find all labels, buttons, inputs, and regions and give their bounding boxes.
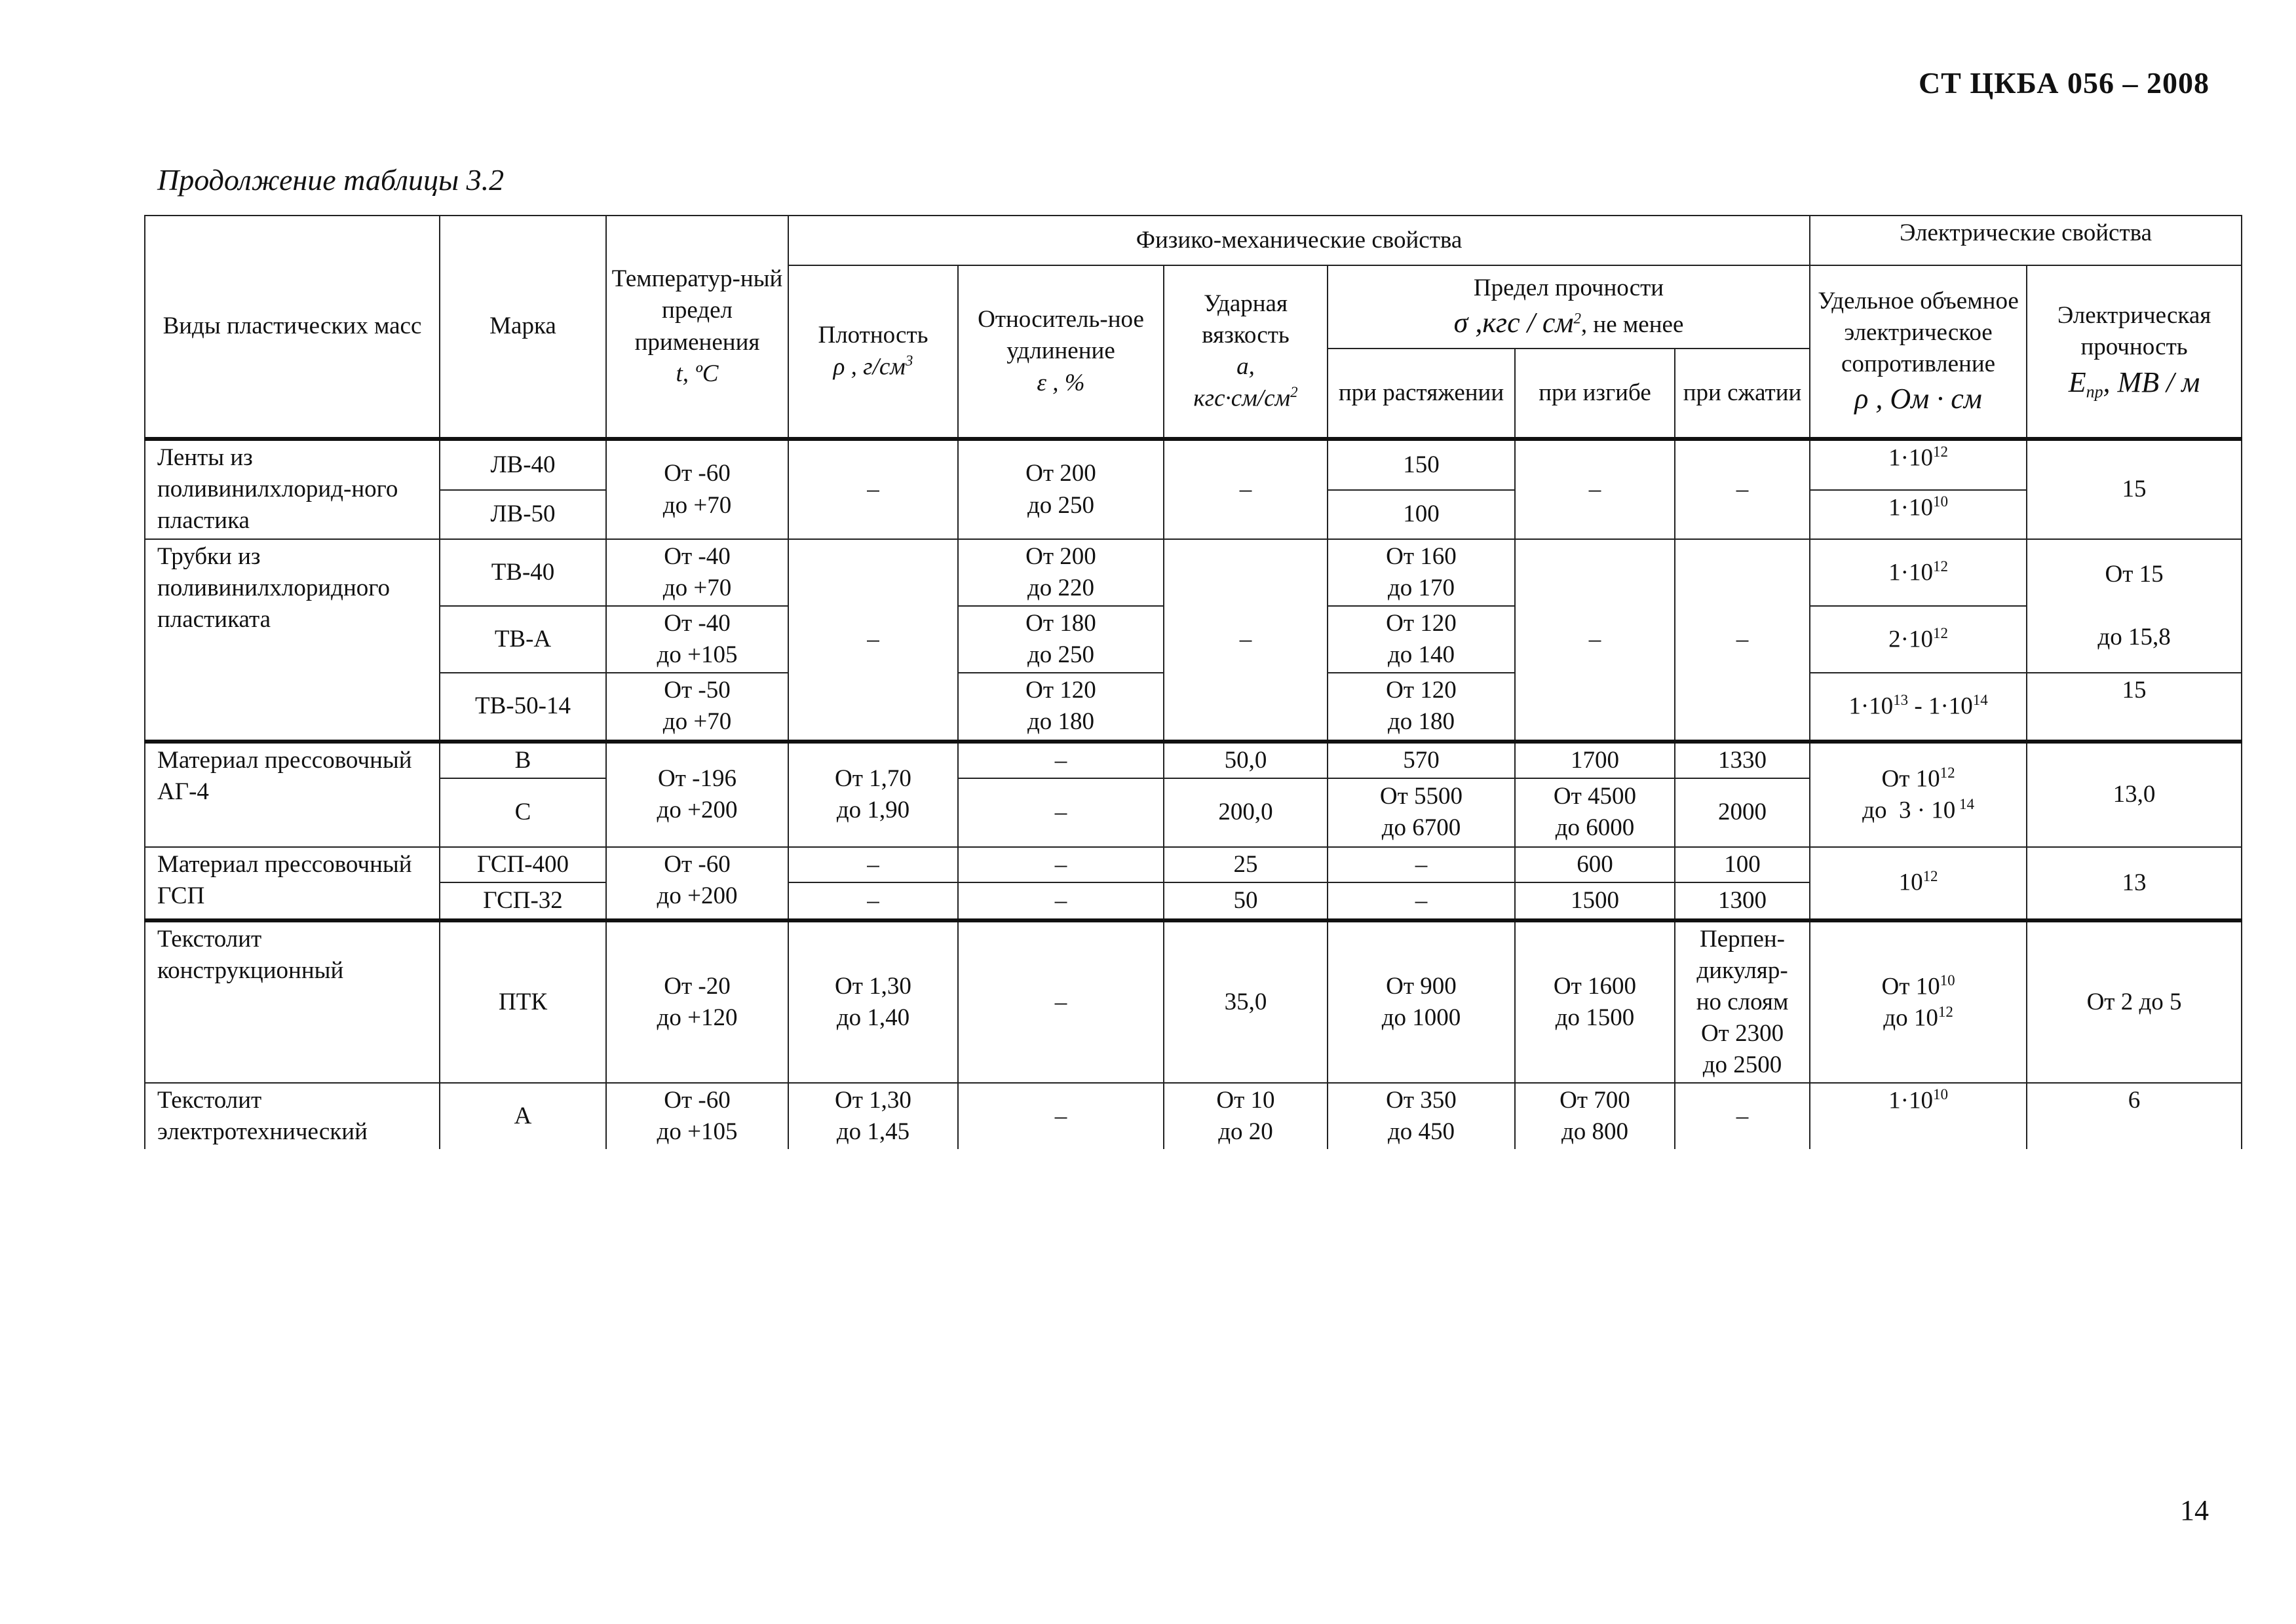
table-row: Текстолит электротехнический А От -60 до +105 От 1,30 до 1,45 – От 10 до 20 От 350 до 450 От 700 до 800 – $1\cdot 10^{10}$ 6 [145, 1083, 2242, 1149]
row-type: Материал прессовочный ГСП [145, 847, 440, 920]
row-mark: ЛВ-40 [440, 439, 606, 490]
table-row: Трубки из поливинилхлоридного пластиката ТВ-40 От -40 до +70 – От 200 до 220 – От 160 до 170 – – $1\cdot 10^{12}$ От 15 до 15,8 [145, 539, 2242, 606]
table-row: ГСП-32 – – 50 – 1500 1300 [145, 882, 2242, 920]
row-mark: ТВ-А [440, 606, 606, 673]
row-mark: А [440, 1083, 606, 1149]
table-row: Текстолит конструкционный ПТК От -20 до +120 От 1,30 до 1,40 – 35,0 От 900 до 1000 От 1600 до 1500 Перпен- дикуляр- но слоям От 2300 до 2500 От $10^{10}$ до $10^{12}$ От 2 до 5 [145, 920, 2242, 1083]
header-impact: Ударная вязкость а, $кгс\cdot см/см^2$ [1164, 265, 1328, 439]
row-type: Текстолит электротехнический [145, 1083, 440, 1149]
header-elec-group: Электрические свойства [1810, 216, 2242, 265]
header-tension: при растяжении [1328, 349, 1515, 439]
table-row: Материал прессовочный ГСП ГСП-400 От -60 до +200 – – 25 – 600 100 $10^{12}$ 13 [145, 847, 2242, 882]
table-caption: Продолжение таблицы 3.2 [157, 163, 505, 197]
header-phys-group: Физико-механические свойства [788, 216, 1810, 265]
properties-table [144, 215, 2242, 1149]
table-row: ЛВ-50 100 $1\cdot 10^{10}$ [145, 490, 2242, 539]
row-mark: ТВ-40 [440, 539, 606, 606]
table-row: Ленты из поливинилхлорид-ного пластика ЛВ-40 От -60 до +70 – От 200 до 250 – 150 – – $1\cdot 10^{12}$ 15 [145, 439, 2242, 490]
row-mark: ТВ-50-14 [440, 673, 606, 741]
row-mark: ЛВ-50 [440, 490, 606, 539]
row-type: Трубки из поливинилхлоридного пластиката [145, 539, 440, 742]
header-temp: Температур-ный предел применения t, ºC [606, 216, 788, 439]
row-mark: ПТК [440, 920, 606, 1083]
table-row: Материал прессовочный АГ-4 В От -196 до +200 От 1,70 до 1,90 – 50,0 570 1700 1330 От $10^{12}$ до 3 · 10 $^{14}$ 13,0 [145, 742, 2242, 778]
row-type: Текстолит конструкционный [145, 920, 440, 1083]
row-type: Ленты из поливинилхлорид-ного пластика [145, 439, 440, 539]
header-resistivity: Удельное объемное электрическое сопротивление ρ , Ом · см [1810, 265, 2027, 439]
row-mark: С [440, 778, 606, 847]
page-number: 14 [2180, 1494, 2209, 1526]
row-mark: ГСП-32 [440, 882, 606, 920]
header-type: Виды пластических масс [145, 216, 440, 439]
document-code: СТ ЦКБА 056 – 2008 [1918, 66, 2210, 100]
table-row: ТВ-А От -40 до +105 От 180 до 250 От 120 до 140 $2\cdot 10^{12}$ [145, 606, 2242, 673]
header-strength: Предел прочности σ ,кгс / $см^2$, не менее [1328, 265, 1810, 349]
header-mark: Марка [440, 216, 606, 439]
header-density: Плотность ρ , $г/см^3$ [788, 265, 958, 439]
table-row: ТВ-50-14 От -50 до +70 От 120 до 180 От 120 до 180 $1\cdot 10^{13} - 1\cdot 10^{14}$ 15 [145, 673, 2242, 741]
header-bend: при изгибе [1515, 349, 1675, 439]
row-mark: ГСП-400 [440, 847, 606, 882]
row-mark: В [440, 742, 606, 778]
table-row: С – 200,0 От 5500 до 6700 От 4500 до 6000 2000 [145, 778, 2242, 847]
header-elongation: Относитель-ное удлинение ε , % [958, 265, 1164, 439]
header-dielectric: Электрическая прочность $E_{пр}$, МВ / м [2027, 265, 2242, 439]
header-compress: при сжатии [1675, 349, 1810, 439]
row-type: Материал прессовочный АГ-4 [145, 742, 440, 847]
